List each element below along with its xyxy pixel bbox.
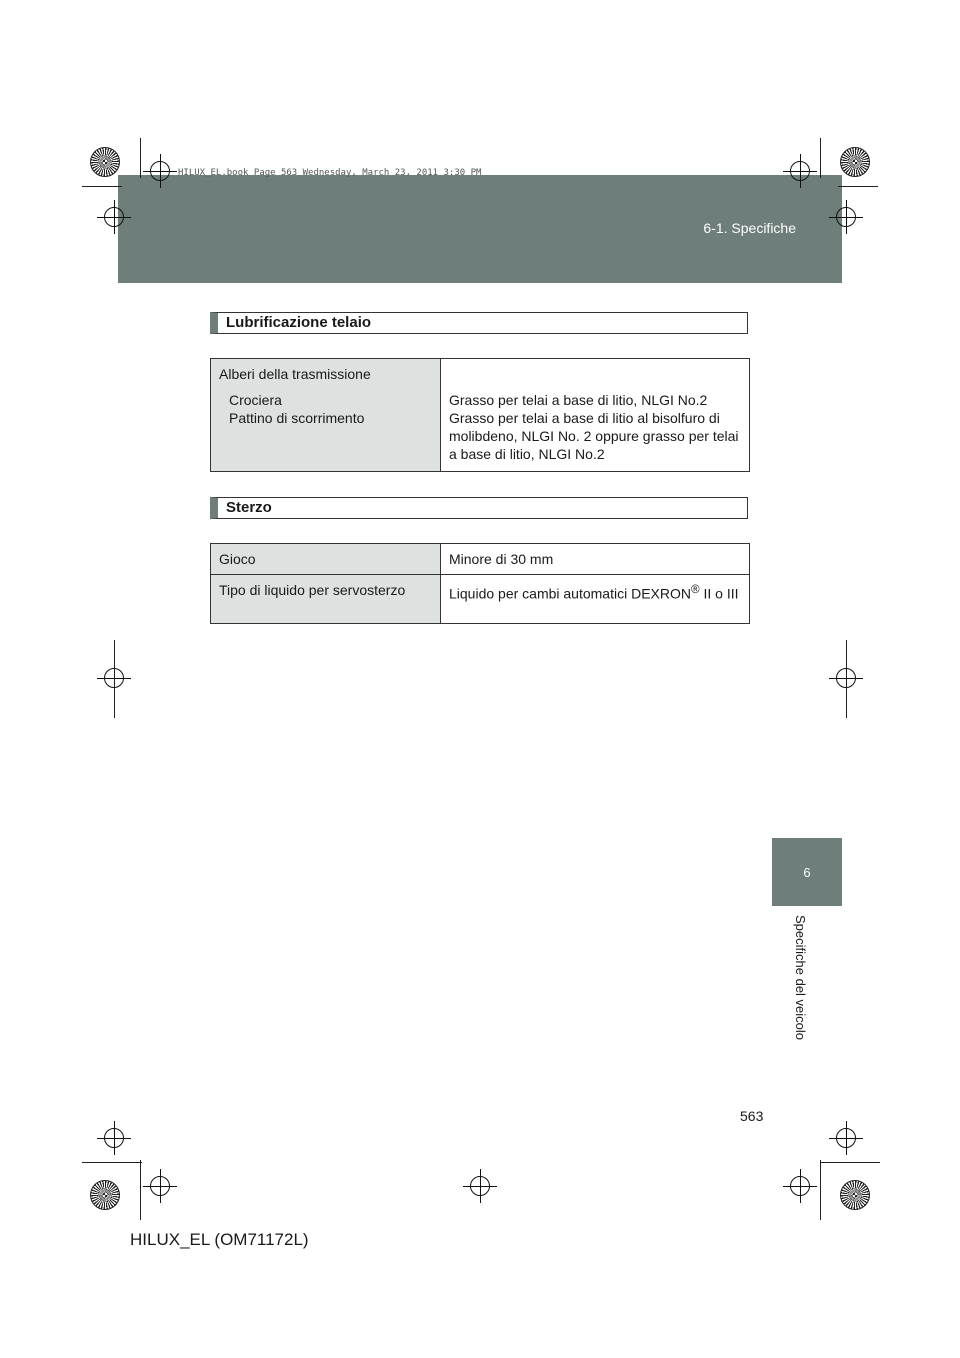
- rosette-mark-icon: [90, 1180, 120, 1210]
- page-number: 563: [740, 1108, 764, 1124]
- chapter-tab: 6: [772, 838, 842, 906]
- value-line-2: Grasso per telai a base di litio al bisolfuro di molibdeno, NLGI No. 2 oppure grasso per telai a base di litio, NLGI No.2: [449, 410, 739, 462]
- registration-mark-icon: [150, 1176, 170, 1196]
- steering-table: [210, 543, 750, 624]
- table-label-cell: Tipo di liquido per servosterzo: [211, 575, 441, 624]
- footer-code: HILUX_EL (OM71172L): [130, 1230, 309, 1249]
- header-band: [118, 175, 842, 283]
- section-heading-lubrificazione: Lubrificazione telaio: [210, 312, 748, 334]
- print-info: HILUX_EL.book Page 563 Wednesday, March 23, 2011 3:30 PM: [178, 168, 482, 178]
- table-row: [211, 359, 750, 472]
- header-section-title: 6-1. Specifiche: [703, 220, 796, 236]
- value-line-1: Grasso per telai a base di litio, NLGI No.2: [449, 392, 708, 408]
- lubrication-table: [210, 358, 750, 472]
- value-text: Liquido per cambi automatici DEXRON: [449, 585, 691, 602]
- section-heading-sterzo: Sterzo: [210, 497, 748, 519]
- table-row: [211, 575, 750, 624]
- rosette-mark-icon: [840, 1180, 870, 1210]
- table-row: [211, 544, 750, 575]
- table-value-cell: [441, 359, 750, 472]
- label-sub-pattino: Pattino di scorrimento: [229, 410, 365, 426]
- label-sub-crociera: Crociera: [229, 392, 282, 408]
- chapter-label: Specifiche del veicolo: [793, 915, 808, 1041]
- rosette-mark-icon: [840, 147, 870, 177]
- registration-mark-icon: [470, 1176, 490, 1196]
- table-value-cell: Minore di 30 mm: [441, 544, 750, 575]
- label-main: Alberi della trasmissione: [219, 366, 371, 382]
- registration-mark-icon: [790, 1176, 810, 1196]
- registration-mark-icon: [104, 1128, 124, 1148]
- registration-mark-icon: [836, 1128, 856, 1148]
- value-text-suffix: II o III: [699, 585, 739, 602]
- registration-mark-icon: [104, 207, 124, 227]
- registration-mark-icon: [150, 161, 170, 181]
- rosette-mark-icon: [90, 147, 120, 177]
- registration-mark-icon: [790, 161, 810, 181]
- registration-mark-icon: [836, 207, 856, 227]
- table-value-cell: [441, 575, 750, 624]
- table-label-cell: [211, 359, 441, 472]
- table-label-cell: Gioco: [211, 544, 441, 575]
- registered-mark: ®: [691, 583, 700, 596]
